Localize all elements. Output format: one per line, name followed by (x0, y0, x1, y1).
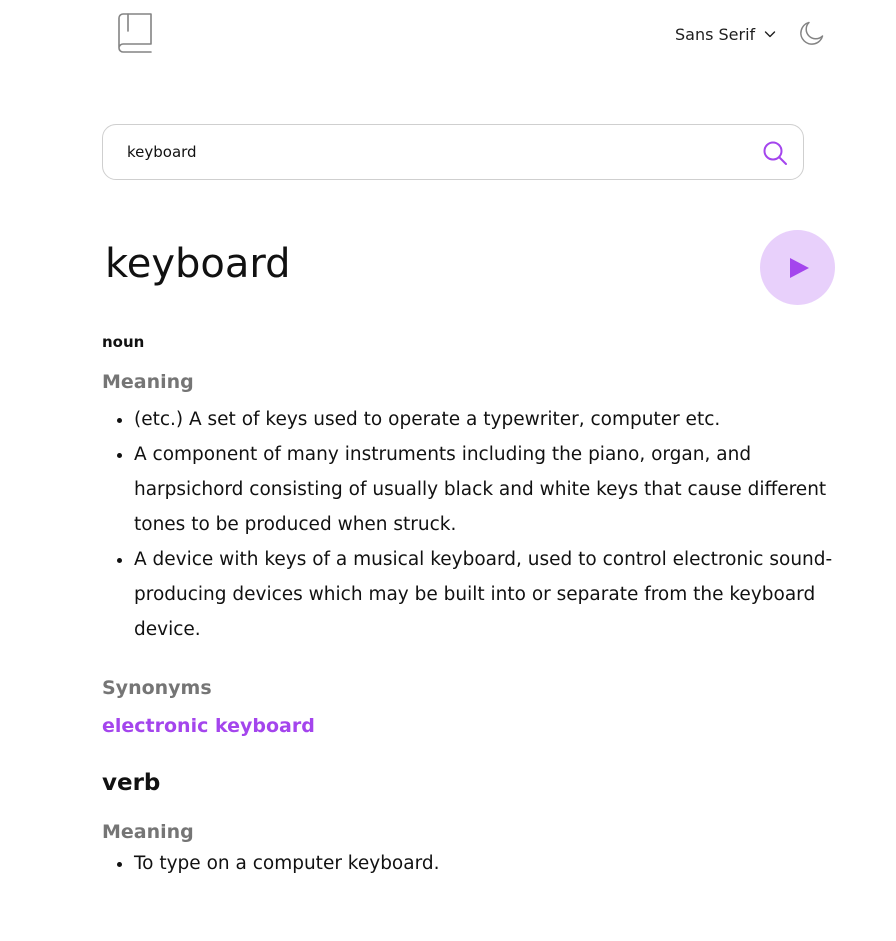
search-icon[interactable] (762, 140, 788, 166)
definition-list (102, 402, 842, 647)
font-selector-label: Sans Serif (675, 24, 756, 44)
play-pronunciation-button[interactable] (760, 230, 835, 305)
definition-item: • To type on a computer keyboard. (134, 846, 842, 881)
book-icon[interactable] (115, 12, 155, 54)
synonym-link[interactable]: electronic keyboard (102, 715, 315, 737)
meaning-label: Meaning (102, 371, 194, 393)
part-of-speech-noun: noun (102, 333, 145, 351)
definition-item: • A component of many instruments including the piano, organ, and harpsichord consisting of usually black and white keys that cause different tones to be produced when struck. (134, 437, 842, 542)
definition-item: • (etc.) A set of keys used to operate a typewriter, computer etc. (134, 402, 842, 437)
definition-list (102, 846, 842, 881)
meaning-label: Meaning (102, 821, 194, 843)
search-box (102, 124, 804, 180)
synonyms-label: Synonyms (102, 677, 212, 699)
part-of-speech-verb: verb (102, 770, 161, 796)
word-title: keyboard (105, 241, 291, 287)
play-icon (788, 257, 810, 279)
moon-icon[interactable] (799, 20, 825, 46)
definition-item: • A device with keys of a musical keyboard, used to control electronic sound-producing devices which may be built into or separate from the keyboard device. (134, 542, 842, 647)
font-selector[interactable] (675, 22, 777, 46)
chevron-down-icon (763, 27, 777, 41)
search-input[interactable] (127, 125, 727, 179)
